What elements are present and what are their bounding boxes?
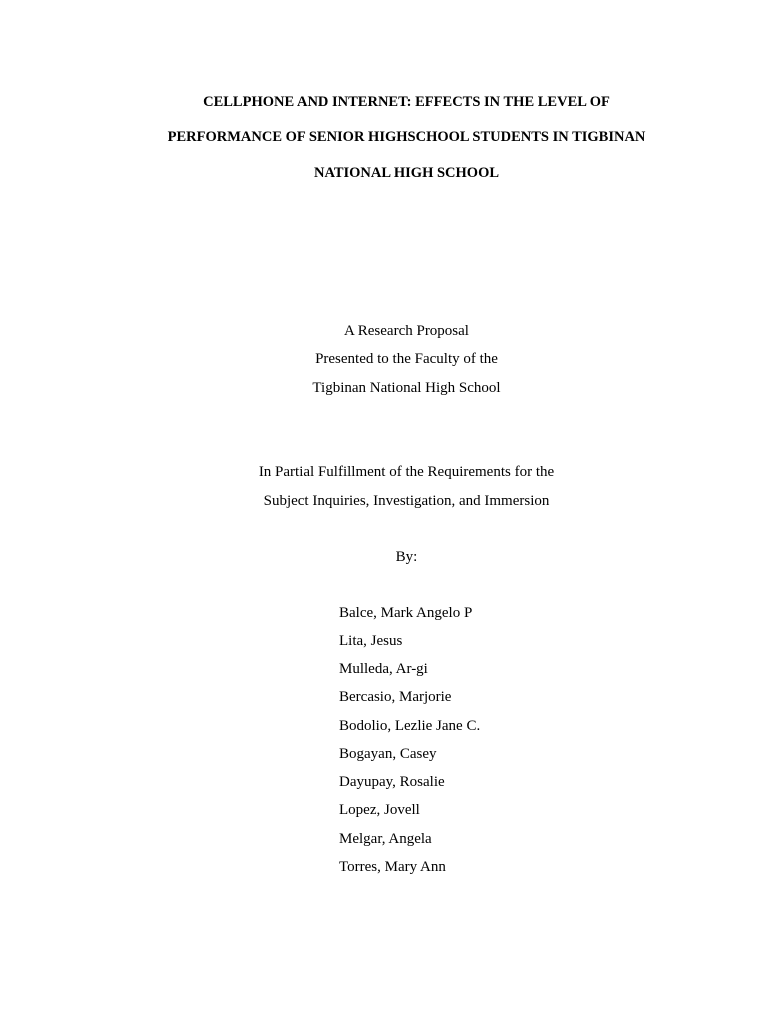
author-name: Lita, Jesus bbox=[339, 633, 403, 649]
author-name: Lopez, Jovell bbox=[339, 802, 420, 818]
title-line-2: PERFORMANCE OF SENIOR HIGHSCHOOL STUDENTS IN TIGBINAN bbox=[167, 129, 646, 145]
title-line-1: CELLPHONE AND INTERNET: EFFECTS IN THE LEVEL OF bbox=[203, 94, 610, 110]
title-line-3: NATIONAL HIGH SCHOOL bbox=[313, 165, 500, 181]
author-name: Balce, Mark Angelo P bbox=[339, 605, 473, 621]
author-name: Bodolio, Lezlie Jane C. bbox=[339, 718, 481, 734]
fulfillment-line-1: In Partial Fulfillment of the Requirements for the bbox=[258, 464, 555, 480]
author-name: Bercasio, Marjorie bbox=[339, 689, 452, 705]
proposal-line-3: Tigbinan National High School bbox=[312, 380, 501, 396]
fulfillment-line-2: Subject Inquiries, Investigation, and Immersion bbox=[263, 493, 550, 509]
author-name: Torres, Mary Ann bbox=[339, 859, 446, 875]
by-label: By: bbox=[395, 549, 418, 565]
proposal-line-2: Presented to the Faculty of the bbox=[315, 351, 498, 367]
author-name: Melgar, Angela bbox=[339, 831, 432, 847]
author-name: Dayupay, Rosalie bbox=[339, 774, 445, 790]
author-name: Mulleda, Ar-gi bbox=[339, 661, 428, 677]
author-name: Bogayan, Casey bbox=[339, 746, 437, 762]
proposal-line-1: A Research Proposal bbox=[344, 323, 469, 339]
